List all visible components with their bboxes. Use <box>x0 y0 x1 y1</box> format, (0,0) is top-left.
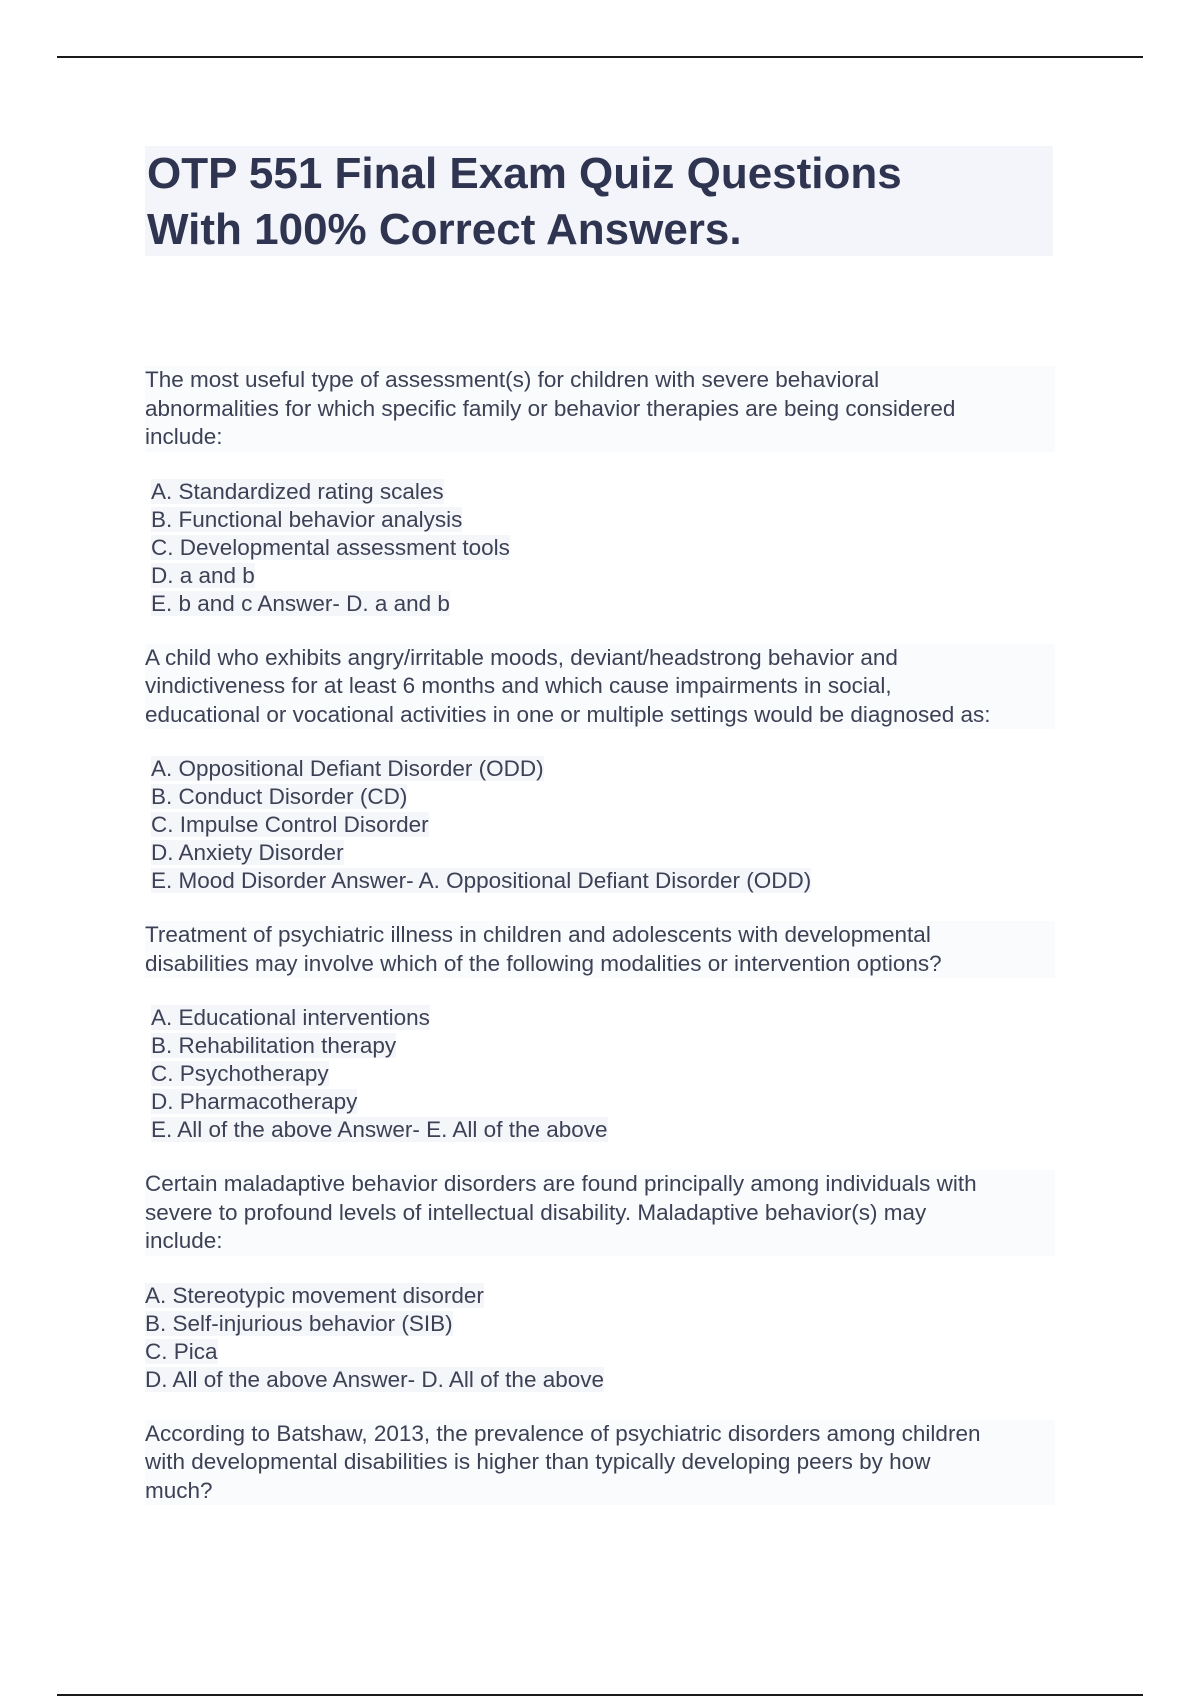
option-item: C. Developmental assessment tools <box>151 534 510 560</box>
question-3 <box>145 921 1055 978</box>
option-item: A. Stereotypic movement disorder <box>145 1282 484 1308</box>
title-block <box>145 146 1053 256</box>
option-item-with-answer: E. All of the above Answer- E. All of the above <box>151 1117 608 1142</box>
option-item: C. Psychotherapy <box>151 1061 329 1086</box>
question-4-line-2: severe to profound levels of intellectual disability. Maladaptive behavior(s) may <box>145 1199 1055 1228</box>
question-2-line-2: vindictiveness for at least 6 months and which cause impairments in social, <box>145 672 1055 701</box>
option-item: B. Rehabilitation therapy <box>151 1033 397 1058</box>
option-item: B. Functional behavior analysis <box>151 506 463 532</box>
question-2 <box>145 644 1055 730</box>
document-body <box>145 146 1055 1505</box>
option-item: C. Impulse Control Disorder <box>151 812 429 837</box>
question-3-line-2: disabilities may involve which of the following modalities or intervention options? <box>145 950 1055 979</box>
question-2-line-3: educational or vocational activities in one or multiple settings would be diagnosed as: <box>145 701 1055 730</box>
option-item: B. Conduct Disorder (CD) <box>151 784 408 809</box>
title-line-2: With 100% Correct Answers. <box>147 205 742 254</box>
question-1-options <box>145 478 1055 618</box>
footer-rule <box>57 1694 1143 1696</box>
document-title <box>147 146 1053 258</box>
option-item: C. Pica <box>145 1338 218 1364</box>
option-item: A. Standardized rating scales <box>151 478 444 504</box>
question-2-options <box>145 755 1055 895</box>
option-item: B. Self-injurious behavior (SIB) <box>145 1310 453 1336</box>
question-5-line-3: much? <box>145 1477 1055 1506</box>
question-4 <box>145 1170 1055 1256</box>
option-item: D. a and b <box>151 562 255 588</box>
option-item-with-answer: E. b and c Answer- D. a and b <box>151 590 450 616</box>
option-item-with-answer: E. Mood Disorder Answer- A. Oppositional Defiant Disorder (ODD) <box>151 868 812 893</box>
question-2-line-1: A child who exhibits angry/irritable moods, deviant/headstrong behavior and <box>145 644 1055 673</box>
question-4-options <box>145 1282 1055 1394</box>
header-rule <box>57 56 1143 58</box>
option-item: A. Oppositional Defiant Disorder (ODD) <box>151 756 544 781</box>
question-4-line-1: Certain maladaptive behavior disorders are found principally among individuals with <box>145 1170 1055 1199</box>
question-1 <box>145 366 1055 452</box>
title-line-1: OTP 551 Final Exam Quiz Questions <box>147 149 902 198</box>
question-5-line-1: According to Batshaw, 2013, the prevalence of psychiatric disorders among children <box>145 1420 1055 1449</box>
question-1-line-1: The most useful type of assessment(s) for children with severe behavioral <box>145 366 1055 395</box>
question-3-options <box>145 1004 1055 1144</box>
question-1-line-3: include: <box>145 423 1055 452</box>
question-1-line-2: abnormalities for which specific family or behavior therapies are being considered <box>145 395 1055 424</box>
option-item: A. Educational interventions <box>151 1005 430 1030</box>
question-list <box>145 366 1055 1505</box>
question-5-line-2: with developmental disabilities is higher than typically developing peers by how <box>145 1448 1055 1477</box>
option-item: D. Anxiety Disorder <box>151 840 344 865</box>
question-4-line-3: include: <box>145 1227 1055 1256</box>
option-item: D. Pharmacotherapy <box>151 1089 358 1114</box>
option-item-with-answer: D. All of the above Answer- D. All of the above <box>145 1366 605 1392</box>
question-5 <box>145 1420 1055 1506</box>
question-3-line-1: Treatment of psychiatric illness in children and adolescents with developmental <box>145 921 1055 950</box>
